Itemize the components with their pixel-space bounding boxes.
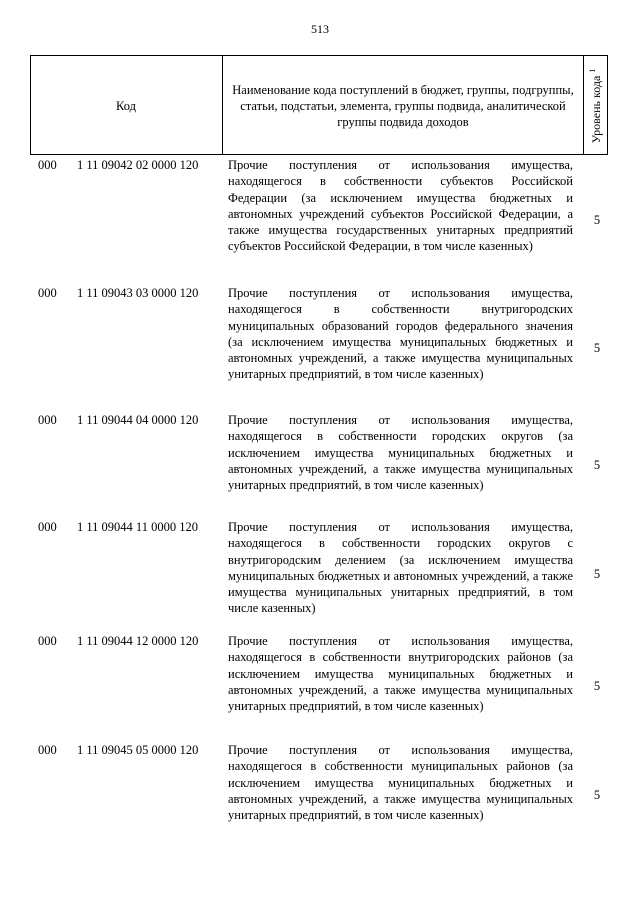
revenue-code: 1 11 09043 03 0000 120 <box>77 286 199 300</box>
revenue-code: 1 11 09045 05 0000 120 <box>77 743 199 757</box>
header-level <box>584 56 607 156</box>
admin-code: 000 <box>38 413 57 427</box>
revenue-code: 1 11 09044 04 0000 120 <box>77 413 199 427</box>
revenue-code: 1 11 09042 02 0000 120 <box>77 158 199 172</box>
admin-code: 000 <box>38 286 57 300</box>
code-level: 5 <box>593 213 601 227</box>
revenue-name: Прочие поступления от использования имущества, находящегося в собственности субъектов Российской Федерации (за исключением имущества бюджетных и автономных учреждений субъектов Российской Федерации, а также имущества государственных унитарных предприятий субъектов Российской Федерации, в том числе казенных) <box>228 158 573 254</box>
header-code: Код <box>116 98 136 113</box>
column-divider <box>607 56 608 154</box>
table-header <box>30 55 608 155</box>
header-name: Наименование кода поступлений в бюджет, группы, подгруппы, статьи, подстатьи, элемента, группы подвида, аналитической группы подвида доходов <box>232 83 574 129</box>
revenue-code: 1 11 09044 12 0000 120 <box>77 634 199 648</box>
revenue-name: Прочие поступления от использования имущества, находящегося в собственности городских округов с внутригородским делением (за исключением имущества муниципальных бюджетных и автономных учреждений, а также имущества муниципальных унитарных предприятий, в том числе казенных) <box>228 520 573 616</box>
admin-code: 000 <box>38 520 57 534</box>
header-level-footnote: 1 <box>587 68 597 73</box>
code-level: 5 <box>593 567 601 581</box>
code-level: 5 <box>593 341 601 355</box>
code-level: 5 <box>593 458 601 472</box>
revenue-code: 1 11 09044 11 0000 120 <box>77 520 198 534</box>
revenue-name: Прочие поступления от использования имущества, находящегося в собственности внутригородских муниципальных образований городов федерального значения (за исключением имущества муниципальных бюджетных и автономных учреждений, а также имущества муниципальных унитарных предприятий, в том числе казенных) <box>228 286 573 382</box>
revenue-name: Прочие поступления от использования имущества, находящегося в собственности городских округов (за исключением имущества муниципальных бюджетных и автономных учреждений, а также имущества муниципальных унитарных предприятий, в том числе казенных) <box>228 413 573 493</box>
admin-code: 000 <box>38 158 57 172</box>
revenue-name: Прочие поступления от использования имущества, находящегося в собственности внутригородских районов (за исключением имущества муниципальных бюджетных и автономных учреждений, а также имущества муниципальных унитарных предприятий, в том числе казенных) <box>228 634 573 714</box>
admin-code: 000 <box>38 743 57 757</box>
page-number: 513 <box>311 22 329 36</box>
admin-code: 000 <box>38 634 57 648</box>
revenue-name: Прочие поступления от использования имущества, находящегося в собственности муниципальных районов (за исключением имущества муниципальных бюджетных и автономных учреждений, а также имущества муниципальных унитарных предприятий, в том числе казенных) <box>228 743 573 823</box>
code-level: 5 <box>593 788 601 802</box>
code-level: 5 <box>593 679 601 693</box>
header-level-text <box>588 69 604 144</box>
header-level-label: Уровень кода <box>588 75 603 144</box>
